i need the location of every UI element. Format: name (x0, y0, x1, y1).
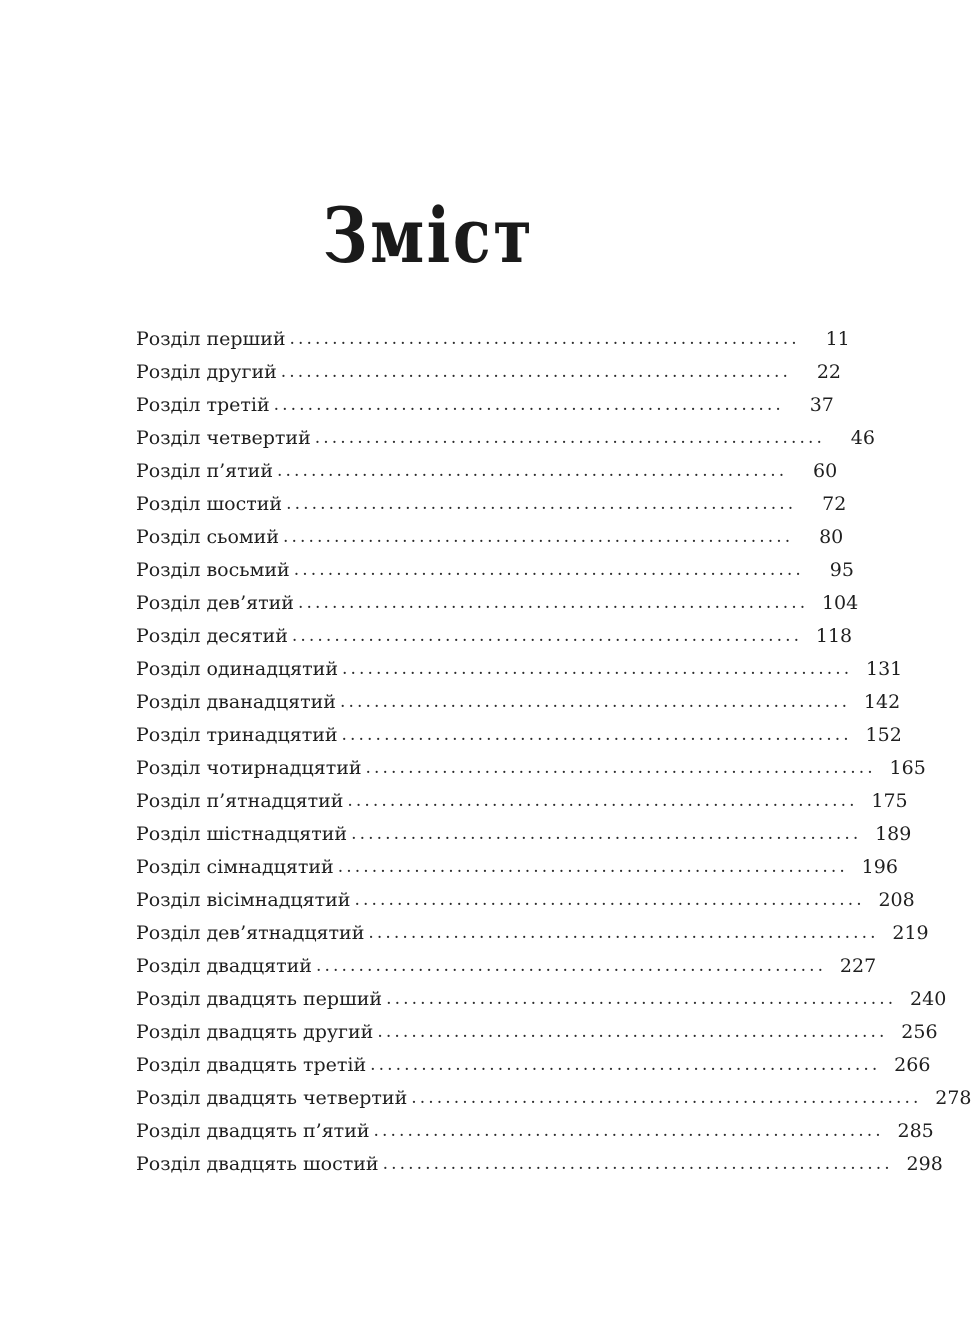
toc-entry-page-number: 175 (871, 789, 908, 812)
toc-entry[interactable] (136, 322, 850, 355)
toc-entry-label: Розділ двадцять третій (136, 1053, 367, 1076)
toc-entry[interactable] (136, 388, 834, 421)
dot-leader: ............................................................ (280, 361, 792, 382)
dot-leader: ............................................................ (341, 724, 852, 745)
toc-entry-label: Розділ двадцятий (136, 954, 312, 977)
toc-entry-page-number: 104 (821, 591, 859, 614)
toc-entry[interactable] (136, 1081, 972, 1114)
toc-entry-page-number: 227 (839, 954, 877, 977)
dot-leader: ............................................................ (342, 658, 853, 679)
toc-entry[interactable] (136, 817, 912, 850)
toc-entry-page-number: 37 (809, 393, 834, 416)
toc-entry-page-number: 22 (816, 360, 842, 383)
toc-entry[interactable] (136, 619, 853, 652)
toc-entry-page-number: 219 (892, 921, 929, 944)
toc-entry-label: Розділ сьомий (136, 525, 280, 548)
toc-entry-label: Розділ дванадцятий (136, 690, 336, 713)
toc-entry-label: Розділ третій (136, 393, 270, 416)
toc-entry-label: Розділ двадцять четвертий (136, 1086, 408, 1109)
toc-entry-page-number: 60 (813, 459, 838, 482)
toc-entry-page-number: 256 (901, 1020, 938, 1043)
toc-entry[interactable] (136, 454, 838, 487)
toc-entry[interactable] (136, 982, 947, 1015)
toc-entry-page-number: 266 (894, 1053, 931, 1076)
toc-entry[interactable] (136, 883, 915, 916)
toc-entry-page-number: 208 (878, 888, 915, 911)
toc-entry-page-number: 189 (875, 822, 912, 845)
toc-entry-label: Розділ п’ятнадцятий (136, 789, 344, 812)
dot-leader: ............................................................ (377, 1021, 888, 1042)
dot-leader: ............................................................ (273, 394, 784, 415)
toc-entry-label: Розділ шостий (136, 492, 283, 515)
toc-entry-label: Розділ другий (136, 360, 277, 383)
toc-entry-page-number: 118 (815, 624, 853, 647)
toc-entry-page-number: 285 (897, 1119, 934, 1142)
dot-leader: ............................................................ (339, 691, 851, 712)
toc-entry-page-number: 46 (850, 426, 875, 449)
toc-entry-label: Розділ восьмий (136, 558, 290, 581)
toc-entry-label: Розділ тринадцятий (136, 723, 338, 746)
dot-leader: ............................................................ (277, 460, 788, 481)
toc-entry-label: Розділ двадцять п’ятий (136, 1119, 370, 1142)
table-of-contents (136, 322, 972, 1180)
toc-entry[interactable] (136, 784, 908, 817)
dot-leader: ............................................................ (291, 625, 803, 646)
toc-entry[interactable] (136, 916, 929, 949)
dot-leader: ............................................................ (351, 823, 862, 844)
dot-leader: ............................................................ (315, 955, 827, 976)
dot-leader: ............................................................ (337, 856, 848, 877)
dot-leader: ............................................................ (347, 790, 858, 811)
toc-entry[interactable] (136, 751, 926, 784)
dot-leader: ............................................................ (368, 922, 879, 943)
dot-leader: ............................................................ (297, 592, 809, 613)
dot-leader: ............................................................ (373, 1120, 884, 1141)
toc-entry[interactable] (136, 520, 844, 553)
toc-entry-page-number: 278 (935, 1086, 972, 1109)
toc-entry-page-number: 80 (819, 525, 844, 548)
toc-entry-label: Розділ дев’ятнадцятий (136, 921, 365, 944)
toc-entry[interactable] (136, 685, 901, 718)
toc-entry-label: Розділ четвертий (136, 426, 311, 449)
toc-entry[interactable] (136, 1048, 931, 1081)
toc-entry[interactable] (136, 355, 842, 388)
toc-entry[interactable] (136, 586, 859, 619)
dot-leader: ............................................................ (286, 493, 797, 514)
dot-leader: ............................................................ (382, 1153, 893, 1174)
toc-entry-page-number: 298 (906, 1152, 943, 1175)
toc-entry-page-number: 196 (861, 855, 898, 878)
toc-entry[interactable] (136, 553, 854, 586)
toc-entry-label: Розділ п’ятий (136, 459, 273, 482)
toc-entry[interactable] (136, 1147, 943, 1180)
toc-entry-label: Розділ двадцять шостий (136, 1152, 379, 1175)
toc-entry[interactable] (136, 652, 903, 685)
toc-entry-label: Розділ вісімнадцятий (136, 888, 351, 911)
toc-entry-label: Розділ одинадцятий (136, 657, 339, 680)
page-title: Зміст (322, 191, 535, 280)
toc-entry-label: Розділ двадцять другий (136, 1020, 374, 1043)
dot-leader: ............................................................ (354, 889, 865, 910)
toc-entry-page-number: 240 (910, 987, 947, 1010)
toc-entry-label: Розділ чотирнадцятий (136, 756, 362, 779)
toc-entry-label: Розділ сімнадцятий (136, 855, 334, 878)
toc-entry-page-number: 152 (865, 723, 902, 746)
dot-leader: ............................................................ (314, 427, 825, 448)
dot-leader: ............................................................ (386, 988, 897, 1009)
toc-entry-page-number: 165 (889, 756, 926, 779)
toc-entry-page-number: 11 (825, 327, 850, 350)
toc-entry[interactable] (136, 421, 875, 454)
dot-leader: ............................................................ (411, 1087, 922, 1108)
dot-leader: ............................................................ (283, 526, 794, 547)
toc-entry[interactable] (136, 949, 877, 982)
dot-leader: ............................................................ (365, 757, 876, 778)
toc-entry-page-number: 142 (863, 690, 901, 713)
toc-entry[interactable] (136, 850, 898, 883)
toc-entry[interactable] (136, 1015, 938, 1048)
toc-entry-label: Розділ десятий (136, 624, 288, 647)
toc-entry[interactable] (136, 1114, 934, 1147)
toc-entry[interactable] (136, 487, 847, 520)
toc-entry-page-number: 95 (829, 558, 854, 581)
toc-entry-label: Розділ шістнадцятий (136, 822, 348, 845)
toc-entry-label: Розділ двадцять перший (136, 987, 383, 1010)
dot-leader: ............................................................ (289, 328, 800, 349)
toc-entry-label: Розділ перший (136, 327, 286, 350)
toc-entry-page-number: 131 (865, 657, 903, 680)
dot-leader: ............................................................ (370, 1054, 881, 1075)
toc-entry-label: Розділ дев’ятий (136, 591, 294, 614)
toc-entry-page-number: 72 (822, 492, 847, 515)
toc-entry[interactable] (136, 718, 902, 751)
dot-leader: ............................................................ (293, 559, 804, 580)
